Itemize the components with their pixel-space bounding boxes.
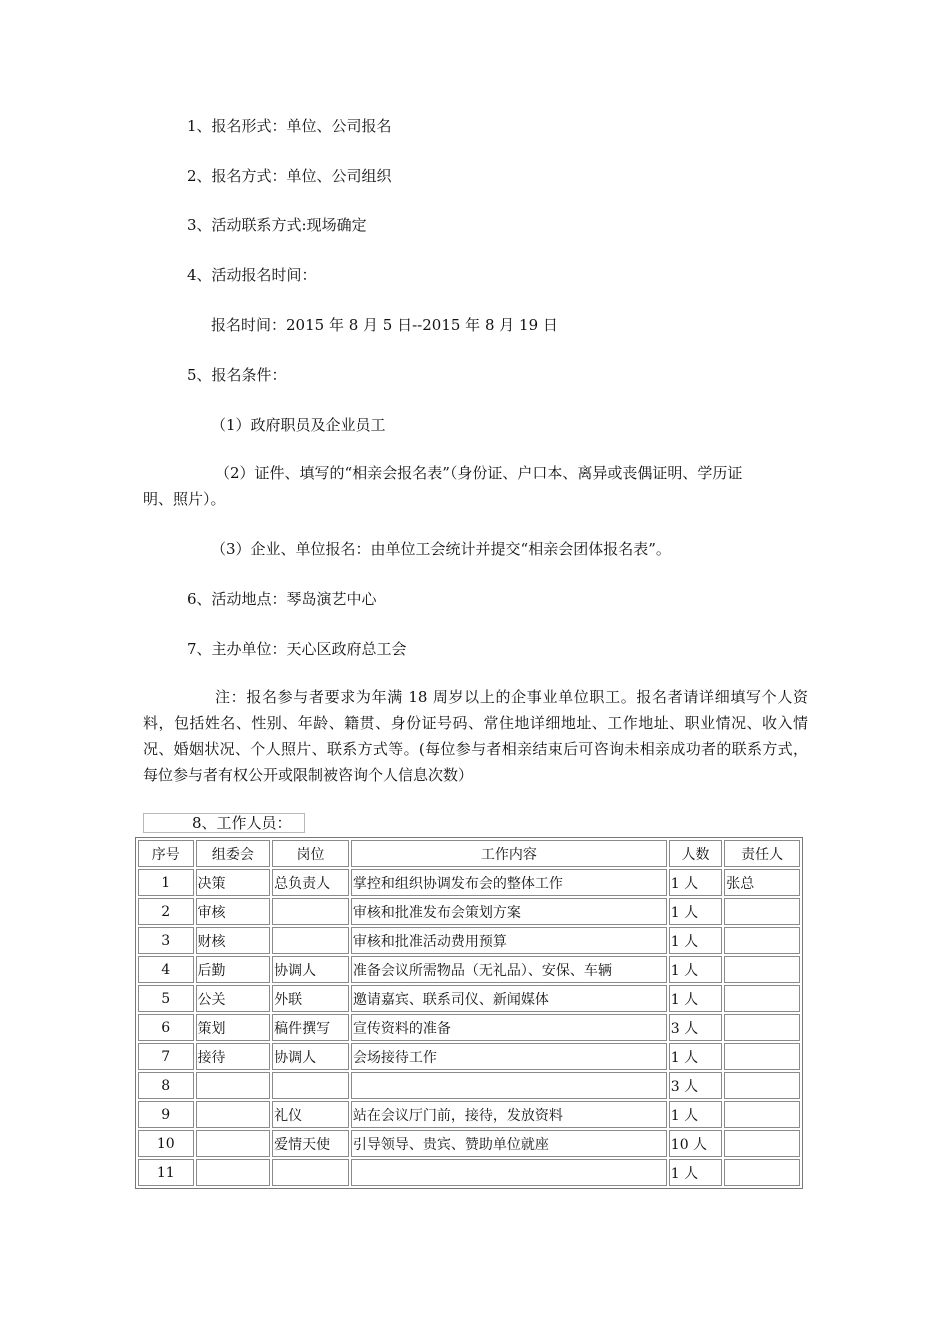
cell-position — [272, 927, 349, 954]
cell-work-content: 站在会议厅门前，接待，发放资料 — [351, 1101, 667, 1128]
cell-headcount: 3 人 — [669, 1072, 722, 1099]
header-index: 序号 — [138, 840, 194, 867]
cell-headcount: 1 人 — [669, 898, 722, 925]
condition-3: （3）企业、单位报名：由单位工会统计并提交“相亲会团体报名表”。 — [211, 540, 671, 558]
cell-index: 5 — [138, 985, 194, 1012]
cell-work-content: 引导领导、贵宾、赞助单位就座 — [351, 1130, 667, 1157]
cell-headcount: 1 人 — [669, 927, 722, 954]
cell-work-content: 审核和批准发布会策划方案 — [351, 898, 667, 925]
cell-responsible — [724, 956, 800, 983]
cell-headcount: 1 人 — [669, 985, 722, 1012]
cell-position — [272, 1072, 349, 1099]
table-row — [138, 956, 800, 983]
cell-position: 协调人 — [272, 1043, 349, 1070]
condition-2 — [143, 460, 808, 512]
cell-position: 总负责人 — [272, 869, 349, 896]
cell-committee — [196, 1159, 271, 1186]
cell-headcount: 3 人 — [669, 1014, 722, 1041]
cell-headcount: 1 人 — [669, 1043, 722, 1070]
item-organizer: 7、主办单位：天心区政府总工会 — [187, 640, 407, 658]
registration-time-range: 报名时间：2015 年 8 月 5 日--2015 年 8 月 19 日 — [211, 316, 558, 334]
item-conditions-heading: 5、报名条件： — [187, 366, 287, 384]
cell-index: 11 — [138, 1159, 194, 1186]
cell-work-content: 掌控和组织协调发布会的整体工作 — [351, 869, 667, 896]
table-header-row — [138, 840, 800, 867]
staff-heading: 8、工作人员： — [143, 813, 305, 833]
cell-work-content — [351, 1159, 667, 1186]
cell-position: 外联 — [272, 985, 349, 1012]
table-row — [138, 1043, 800, 1070]
cell-responsible — [724, 1101, 800, 1128]
cell-committee: 后勤 — [196, 956, 271, 983]
header-headcount: 人数 — [669, 840, 722, 867]
cell-headcount: 1 人 — [669, 1159, 722, 1186]
table-row — [138, 869, 800, 896]
cell-work-content — [351, 1072, 667, 1099]
cell-responsible — [724, 1072, 800, 1099]
cell-index: 10 — [138, 1130, 194, 1157]
cell-position — [272, 898, 349, 925]
cell-responsible — [724, 1159, 800, 1186]
note-paragraph: 注：报名参与者要求为年满 18 周岁以上的企事业单位职工。报名者请详细填写个人资料，包括姓名、性别、年龄、籍贯、身份证号码、常住地详细地址、工作地址、职业情况、收入情况、婚姻状况、个人照片、联系方式等。(每位参与者相亲结束后可咨询未相亲成功者的联系方式，每位参与者有权公开或限制被咨询个人信息次数） — [143, 688, 808, 784]
cell-work-content: 准备会议所需物品（无礼品）、安保、车辆 — [351, 956, 667, 983]
condition-2-line-2: 明、照片）。 — [143, 490, 226, 508]
cell-responsible — [724, 1130, 800, 1157]
cell-index: 6 — [138, 1014, 194, 1041]
cell-headcount: 1 人 — [669, 1101, 722, 1128]
cell-position: 协调人 — [272, 956, 349, 983]
header-committee: 组委会 — [196, 840, 271, 867]
cell-position: 礼仪 — [272, 1101, 349, 1128]
table-row — [138, 1072, 800, 1099]
item-contact-method: 3、活动联系方式:现场确定 — [187, 216, 367, 234]
cell-work-content: 邀请嘉宾、联系司仪、新闻媒体 — [351, 985, 667, 1012]
table-row — [138, 898, 800, 925]
cell-committee: 审核 — [196, 898, 271, 925]
cell-committee — [196, 1101, 271, 1128]
header-responsible: 责任人 — [724, 840, 800, 867]
cell-committee: 决策 — [196, 869, 271, 896]
cell-work-content: 审核和批准活动费用预算 — [351, 927, 667, 954]
cell-index: 2 — [138, 898, 194, 925]
header-work-content: 工作内容 — [351, 840, 667, 867]
table-row — [138, 985, 800, 1012]
cell-position — [272, 1159, 349, 1186]
cell-headcount: 10 人 — [669, 1130, 722, 1157]
cell-index: 9 — [138, 1101, 194, 1128]
cell-committee — [196, 1130, 271, 1157]
cell-committee: 接待 — [196, 1043, 271, 1070]
item-registration-method: 2、报名方式：单位、公司组织 — [187, 167, 392, 185]
cell-index: 7 — [138, 1043, 194, 1070]
item-venue: 6、活动地点：琴岛演艺中心 — [187, 590, 377, 608]
cell-position: 稿件撰写 — [272, 1014, 349, 1041]
table-row — [138, 1130, 800, 1157]
cell-work-content: 会场接待工作 — [351, 1043, 667, 1070]
cell-responsible — [724, 927, 800, 954]
cell-responsible: 张总 — [724, 869, 800, 896]
table-row — [138, 927, 800, 954]
item-registration-time-heading: 4、活动报名时间： — [187, 266, 317, 284]
item-registration-form: 1、报名形式：单位、公司报名 — [187, 117, 392, 135]
header-position: 岗位 — [272, 840, 349, 867]
table-row — [138, 1014, 800, 1041]
cell-headcount: 1 人 — [669, 956, 722, 983]
cell-responsible — [724, 1043, 800, 1070]
condition-2-line-1: （2）证件、填写的“相亲会报名表”（身份证、户口本、离异或丧偶证明、学历证 — [215, 464, 743, 482]
cell-committee: 策划 — [196, 1014, 271, 1041]
cell-headcount: 1 人 — [669, 869, 722, 896]
cell-index: 4 — [138, 956, 194, 983]
cell-committee: 财核 — [196, 927, 271, 954]
cell-index: 8 — [138, 1072, 194, 1099]
cell-responsible — [724, 985, 800, 1012]
cell-responsible — [724, 898, 800, 925]
staff-table — [135, 837, 803, 1189]
cell-responsible — [724, 1014, 800, 1041]
cell-index: 1 — [138, 869, 194, 896]
table-row — [138, 1101, 800, 1128]
cell-committee — [196, 1072, 271, 1099]
cell-committee: 公关 — [196, 985, 271, 1012]
cell-work-content: 宣传资料的准备 — [351, 1014, 667, 1041]
table-row — [138, 1159, 800, 1186]
condition-1: （1）政府职员及企业员工 — [211, 416, 386, 434]
cell-position: 爱情天使 — [272, 1130, 349, 1157]
cell-index: 3 — [138, 927, 194, 954]
